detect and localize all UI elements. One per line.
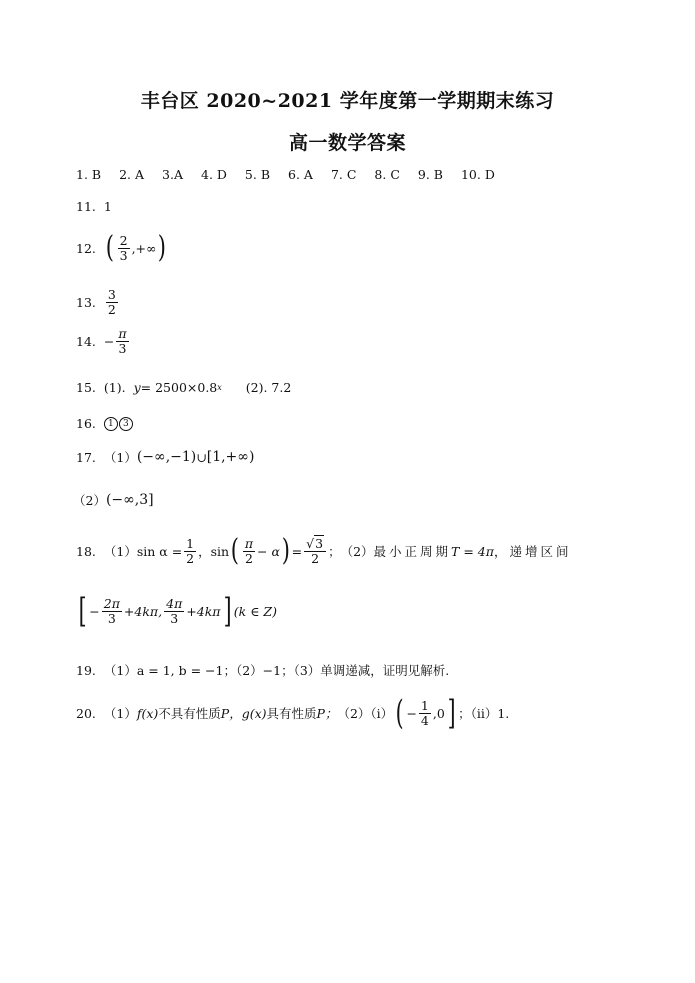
- fraction: $\frac{3}{2}$: [107, 287, 116, 317]
- answer-value: 1: [103, 199, 112, 214]
- fraction: $\frac{\pi}{3}$: [118, 326, 127, 356]
- page-subtitle: 高一数学答案: [288, 132, 406, 154]
- mc-answer: 9. B: [417, 167, 443, 182]
- fraction: $\frac{1}{4}$: [420, 697, 429, 728]
- mc-answer: 6. A: [288, 167, 313, 182]
- question-number: 19.: [76, 662, 96, 678]
- mc-answer: 5. B: [244, 167, 271, 182]
- question-number: 11.: [76, 199, 96, 214]
- answer-17-part2: （2） (−∞,3]: [73, 492, 154, 508]
- answer-18: 18. （1） sin α = $\frac{1}{2}$ ， sin ( $\frac{\pi}{2}$ − α ) = $\frac{√3}{2}$ ； （2） 最小正周期 T = 4π ，递增区间: [76, 533, 572, 568]
- fraction: $\frac{2\pi}{3}$: [103, 595, 120, 626]
- mc-answer: 2. A: [119, 167, 145, 182]
- answer-13: [76, 288, 120, 317]
- mc-answers-row: [76, 167, 513, 182]
- fraction: $\frac{4\pi}{3}$: [166, 595, 183, 626]
- fraction: $\frac{\pi}{2}$: [244, 535, 254, 566]
- circled-number: 3: [119, 417, 133, 431]
- fraction: $\frac{1}{2}$: [186, 535, 195, 566]
- question-number: 18.: [76, 543, 96, 559]
- answer-17: 17. （1） (−∞,−1) ∪ [1,+∞): [76, 449, 255, 465]
- answer-19: 19. （1）a = 1, b = −1；（2）−1；（3）单调递减，证明见解析.: [76, 662, 450, 678]
- mc-answer: 7. C: [330, 167, 357, 182]
- mc-answer: 3.A: [162, 167, 183, 182]
- page-title: 丰台区 2020~2021 学年度第一学期期末练习: [140, 90, 555, 112]
- answer-14: 14. − $\frac{\pi}{3}$: [76, 326, 127, 356]
- mc-answer: 4. D: [201, 167, 227, 182]
- question-number: 13.: [76, 294, 96, 310]
- fraction: $\frac{√3}{2}$: [304, 537, 326, 566]
- mc-answer: 10. D: [460, 167, 495, 182]
- answer-16: [76, 416, 134, 431]
- question-number: 14.: [76, 333, 96, 349]
- mc-answer: 8. C: [374, 167, 400, 182]
- answer-18-interval: [ − $\frac{2\pi}{3}$ +4kπ, $\frac{4\pi}{3}$ +4kπ ] (k ∈ Z): [78, 591, 277, 631]
- question-number: 17.: [76, 449, 96, 465]
- fraction: $\frac{2}{3}$: [119, 232, 128, 263]
- mc-answer: 1. B: [76, 167, 102, 182]
- question-number: 20.: [76, 705, 96, 721]
- answer-12: 12. ( $\frac{2}{3}$ ,+∞ ): [76, 230, 167, 265]
- answer-11: [76, 199, 112, 214]
- question-number: 16.: [76, 416, 96, 431]
- circled-number: 1: [104, 417, 118, 431]
- answer-15: 15. (1). y = 2500×0.8 x (2). 7.2: [76, 380, 292, 395]
- question-number: 15.: [76, 380, 96, 395]
- question-number: 12.: [76, 240, 96, 256]
- answer-20: 20. （1） f(x) 不具有性质 P， g(x) 具有性质 P； （2）（i） ( − $\frac{1}{4}$ ,0 ] ；（ii）1.: [76, 693, 510, 733]
